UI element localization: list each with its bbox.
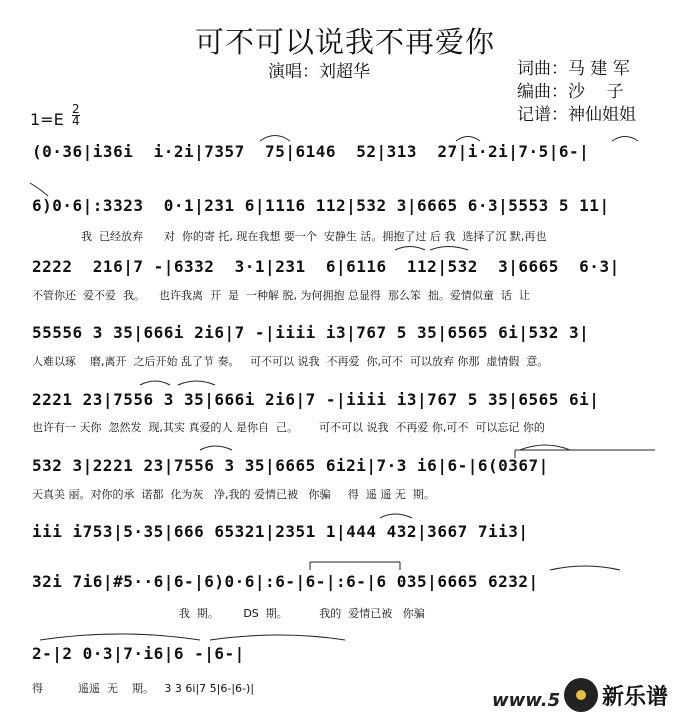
logo-text: 新乐谱 xyxy=(602,685,669,710)
time-signature-top: 2 xyxy=(72,102,80,116)
lyricist-credit: 词曲：马 建 军 xyxy=(517,59,630,79)
credits-block xyxy=(517,58,636,127)
lyric-row: 不管你还 爱不爱 我。 也许我离 开 是 一种解 脱, 为何拥抱 总显得 那么笨 拙。爱情似童 话 让 xyxy=(32,289,530,302)
time-signature xyxy=(72,104,80,127)
notation-row: 6)0·6|:3323 0·1|231 6|1116 112|532 3|6665 6·3|5553 5 11| xyxy=(32,196,610,215)
notation-row: 32i 7i6|#5··6|6-|6)0·6|:6-|6-|:6-|6 035|6665 6232| xyxy=(32,572,539,591)
time-signature-bottom: 4 xyxy=(72,114,80,128)
watermark-logo xyxy=(560,676,690,718)
key-signature: 1=E xyxy=(30,110,64,129)
notation-row: 55556 3 35|666i 2i6|7 -|iiii i3|767 5 35|6565 6i|532 3| xyxy=(32,323,590,342)
watermark-site: www.5 xyxy=(492,690,561,711)
lyric-row: 也许有一 天你 忽然发 现,其实 真爱的人 是你自 己。 可不可以 说我 不再爱 你,可不 可以忘记 你的 xyxy=(32,421,545,434)
lyric-row: 人难以琢 磨,离开 之后开始 乱了节 奏。 可不可以 说我 不再爱 你,可不 可以放弃 你那 虚情假 意。 xyxy=(32,355,549,368)
singer-credit: 演唱：刘超华 xyxy=(268,62,370,82)
lyric-row: 得 遥遥 无 期。 3 3 6i|7 5|6-|6-)| xyxy=(32,682,255,695)
notation-row: iii i753|5·35|666 65321|2351 1|444 432|3667 7ii3| xyxy=(32,522,529,541)
arranger-credit: 编曲：沙 子 xyxy=(517,82,624,102)
notation-row: 2221 23|7556 3 35|666i 2i6|7 -|iiii i3|767 5 35|6565 6i| xyxy=(32,390,600,409)
lyric-row: 我 期。 DS 期。 我的 爱情已被 你骗 xyxy=(32,607,425,620)
record-icon xyxy=(564,678,598,712)
notation-row: 2222 216|7 -|6332 3·1|231 6|6116 112|532 3|6665 6·3| xyxy=(32,257,620,276)
lyric-row: 天真美 丽。对你的承 诺都 化为灰 净,我的 爱情已被 你骗 得 遥 遥 无 期。 xyxy=(32,488,435,501)
song-title: 可不可以说我不再爱你 xyxy=(194,25,495,59)
transcriber-credit: 记谱：神仙姐姐 xyxy=(517,105,636,125)
notation-row: (0·36|i36i i·2i|7357 75|6146 52|313 27|i·2i|7·5|6-| xyxy=(32,142,590,161)
notation-row: 532 3|2221 23|7556 3 35|6665 6i2i|7·3 i6|6-|6(0367| xyxy=(32,456,549,475)
lyric-row: 我 已经放弃 对 你的寄 托, 现在我想 要一个 安静生 活。拥抱了过 后 我 选择了沉 默,再也 xyxy=(32,230,547,243)
notation-row: 2-|2 0·3|7·i6|6 -|6-| xyxy=(32,644,245,663)
